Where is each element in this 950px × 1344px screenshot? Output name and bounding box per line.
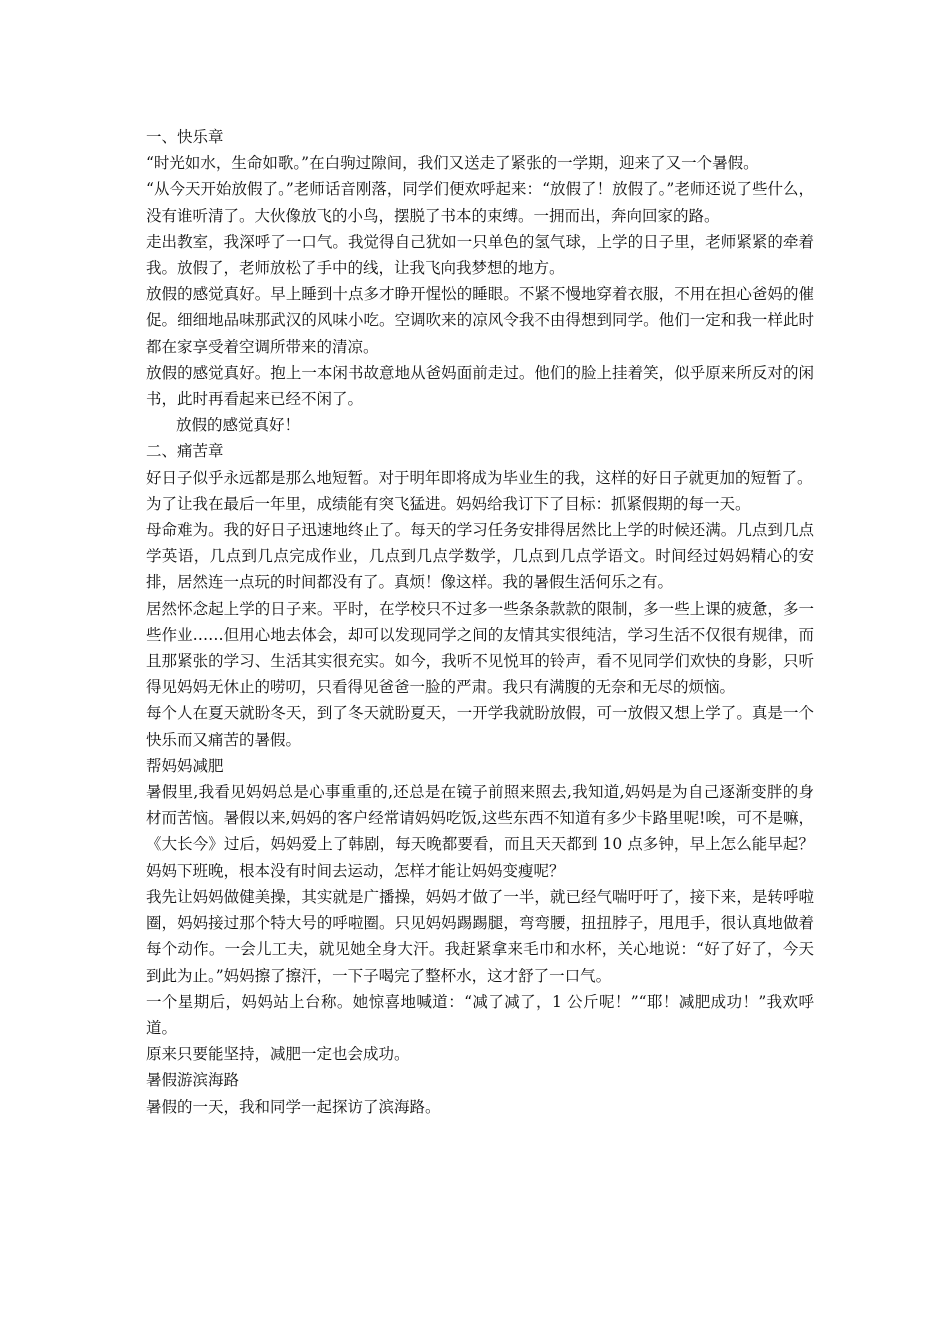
section-heading-painful: 二、痛苦章 [146,442,224,461]
article-title-weight-loss: 帮妈妈减肥 [146,756,224,775]
paragraph: 放假的感觉真好。早上睡到十点多才睁开惺忪的睡眼。不紧不慢地穿着衣服，不用在担心爸妈的催促。细细地品味那武汉的风味小吃。空调吹来的凉风令我不由得想到同学。他们一定和我一样此时都在家享受着空调所带来的清凉。 [146,285,814,356]
paragraph: 暑假的一天，我和同学一起探访了滨海路。 [146,1097,441,1116]
paragraph: 每个人在夏天就盼冬天，到了冬天就盼夏天，一开学我就盼放假，可一放假又想上学了。真是一个快乐而又痛苦的暑假。 [146,704,814,749]
document-page [146,124,814,1120]
paragraph: “从今天开始放假了。”老师话音刚落，同学们便欢呼起来：“放假了！放假了。”老师还说了些什么，没有谁听清了。大伙像放飞的小鸟，摆脱了书本的束缚。一拥而出，奔向回家的路。 [146,180,814,225]
paragraph-exclamation: 放假的感觉真好！ [176,416,301,435]
paragraph: 放假的感觉真好。抱上一本闲书故意地从爸妈面前走过。他们的脸上挂着笑，似乎原来所反对的闲书，此时再看起来已经不闲了。 [146,363,814,409]
paragraph: 居然怀念起上学的日子来。平时，在学校只不过多一些条条款款的限制，多一些上课的疲惫，多一些作业……但用心地去体会，却可以发现同学之间的友情其实很纯洁，学习生活不仅很有规律，而且那紧张的学习、生活其实很充实。如今，我听不见悦耳的铃声，看不见同学们欢快的身影，只听得见妈妈无休止的唠叨，只看得见爸爸一脸的严肃。我只有满腹的无奈和无尽的烦恼。 [146,599,814,697]
paragraph: “时光如水，生命如歌。”在白驹过隙间，我们又送走了紧张的一学期，迎来了又一个暑假。 [146,154,759,173]
paragraph: 原来只要能坚持，减肥一定也会成功。 [146,1045,410,1064]
paragraph: 一个星期后，妈妈站上台称。她惊喜地喊道：“减了减了，1 公斤呢！”“耶！减肥成功！”我欢呼道。 [146,992,814,1037]
paragraph: 我先让妈妈做健美操，其实就是广播操，妈妈才做了一半，就已经气喘吁吁了，接下来，是转呼啦圈，妈妈接过那个特大号的呼啦圈。只见妈妈踢踢腿，弯弯腰，扭扭脖子，甩甩手，很认真地做着每个动作。一会儿工夫，就见她全身大汗。我赶紧拿来毛巾和水杯，关心地说：“好了好了，今天到此为止。”妈妈擦了擦汗，一下子喝完了整杯水，这才舒了一口气。 [146,887,814,985]
paragraph: 走出教室，我深呼了一口气。我觉得自己犹如一只单色的氢气球，上学的日子里，老师紧紧的牵着我。放假了，老师放松了手中的线，让我飞向我梦想的地方。 [146,232,814,278]
paragraph: 暑假里,我看见妈妈总是心事重重的,还总是在镜子前照来照去,我知道,妈妈是为自己逐渐变胖的身材而苦恼。暑假以来,妈妈的客户经常请妈妈吃饭,这些东西不知道有多少卡路里呢!唉，可不是嘛，《大长今》过后，妈妈爱上了韩剧，每天晚都要看，而且天天都到 10 点多钟，早上怎么能早起？妈妈下班晚，根本没有时间去运动，怎样才能让妈妈变瘦呢？ [146,783,814,880]
paragraph: 为了让我在最后一年里，成绩能有突飞猛进。妈妈给我订下了目标：抓紧假期的每一天。 [146,494,751,513]
article-title-binhai-road: 暑假游滨海路 [146,1071,240,1090]
paragraph: 好日子似乎永远都是那么地短暂。对于明年即将成为毕业生的我，这样的好日子就更加的短暂了。 [146,468,813,487]
paragraph: 母命难为。我的好日子迅速地终止了。每天的学习任务安排得居然比上学的时候还满。几点到几点学英语，几点到几点完成作业，几点到几点学数学，几点到几点学语文。时间经过妈妈精心的安排，居然连一点玩的时间都没有了。真烦！像这样。我的暑假生活何乐之有。 [146,521,814,592]
section-heading-happy: 一、快乐章 [146,128,224,146]
